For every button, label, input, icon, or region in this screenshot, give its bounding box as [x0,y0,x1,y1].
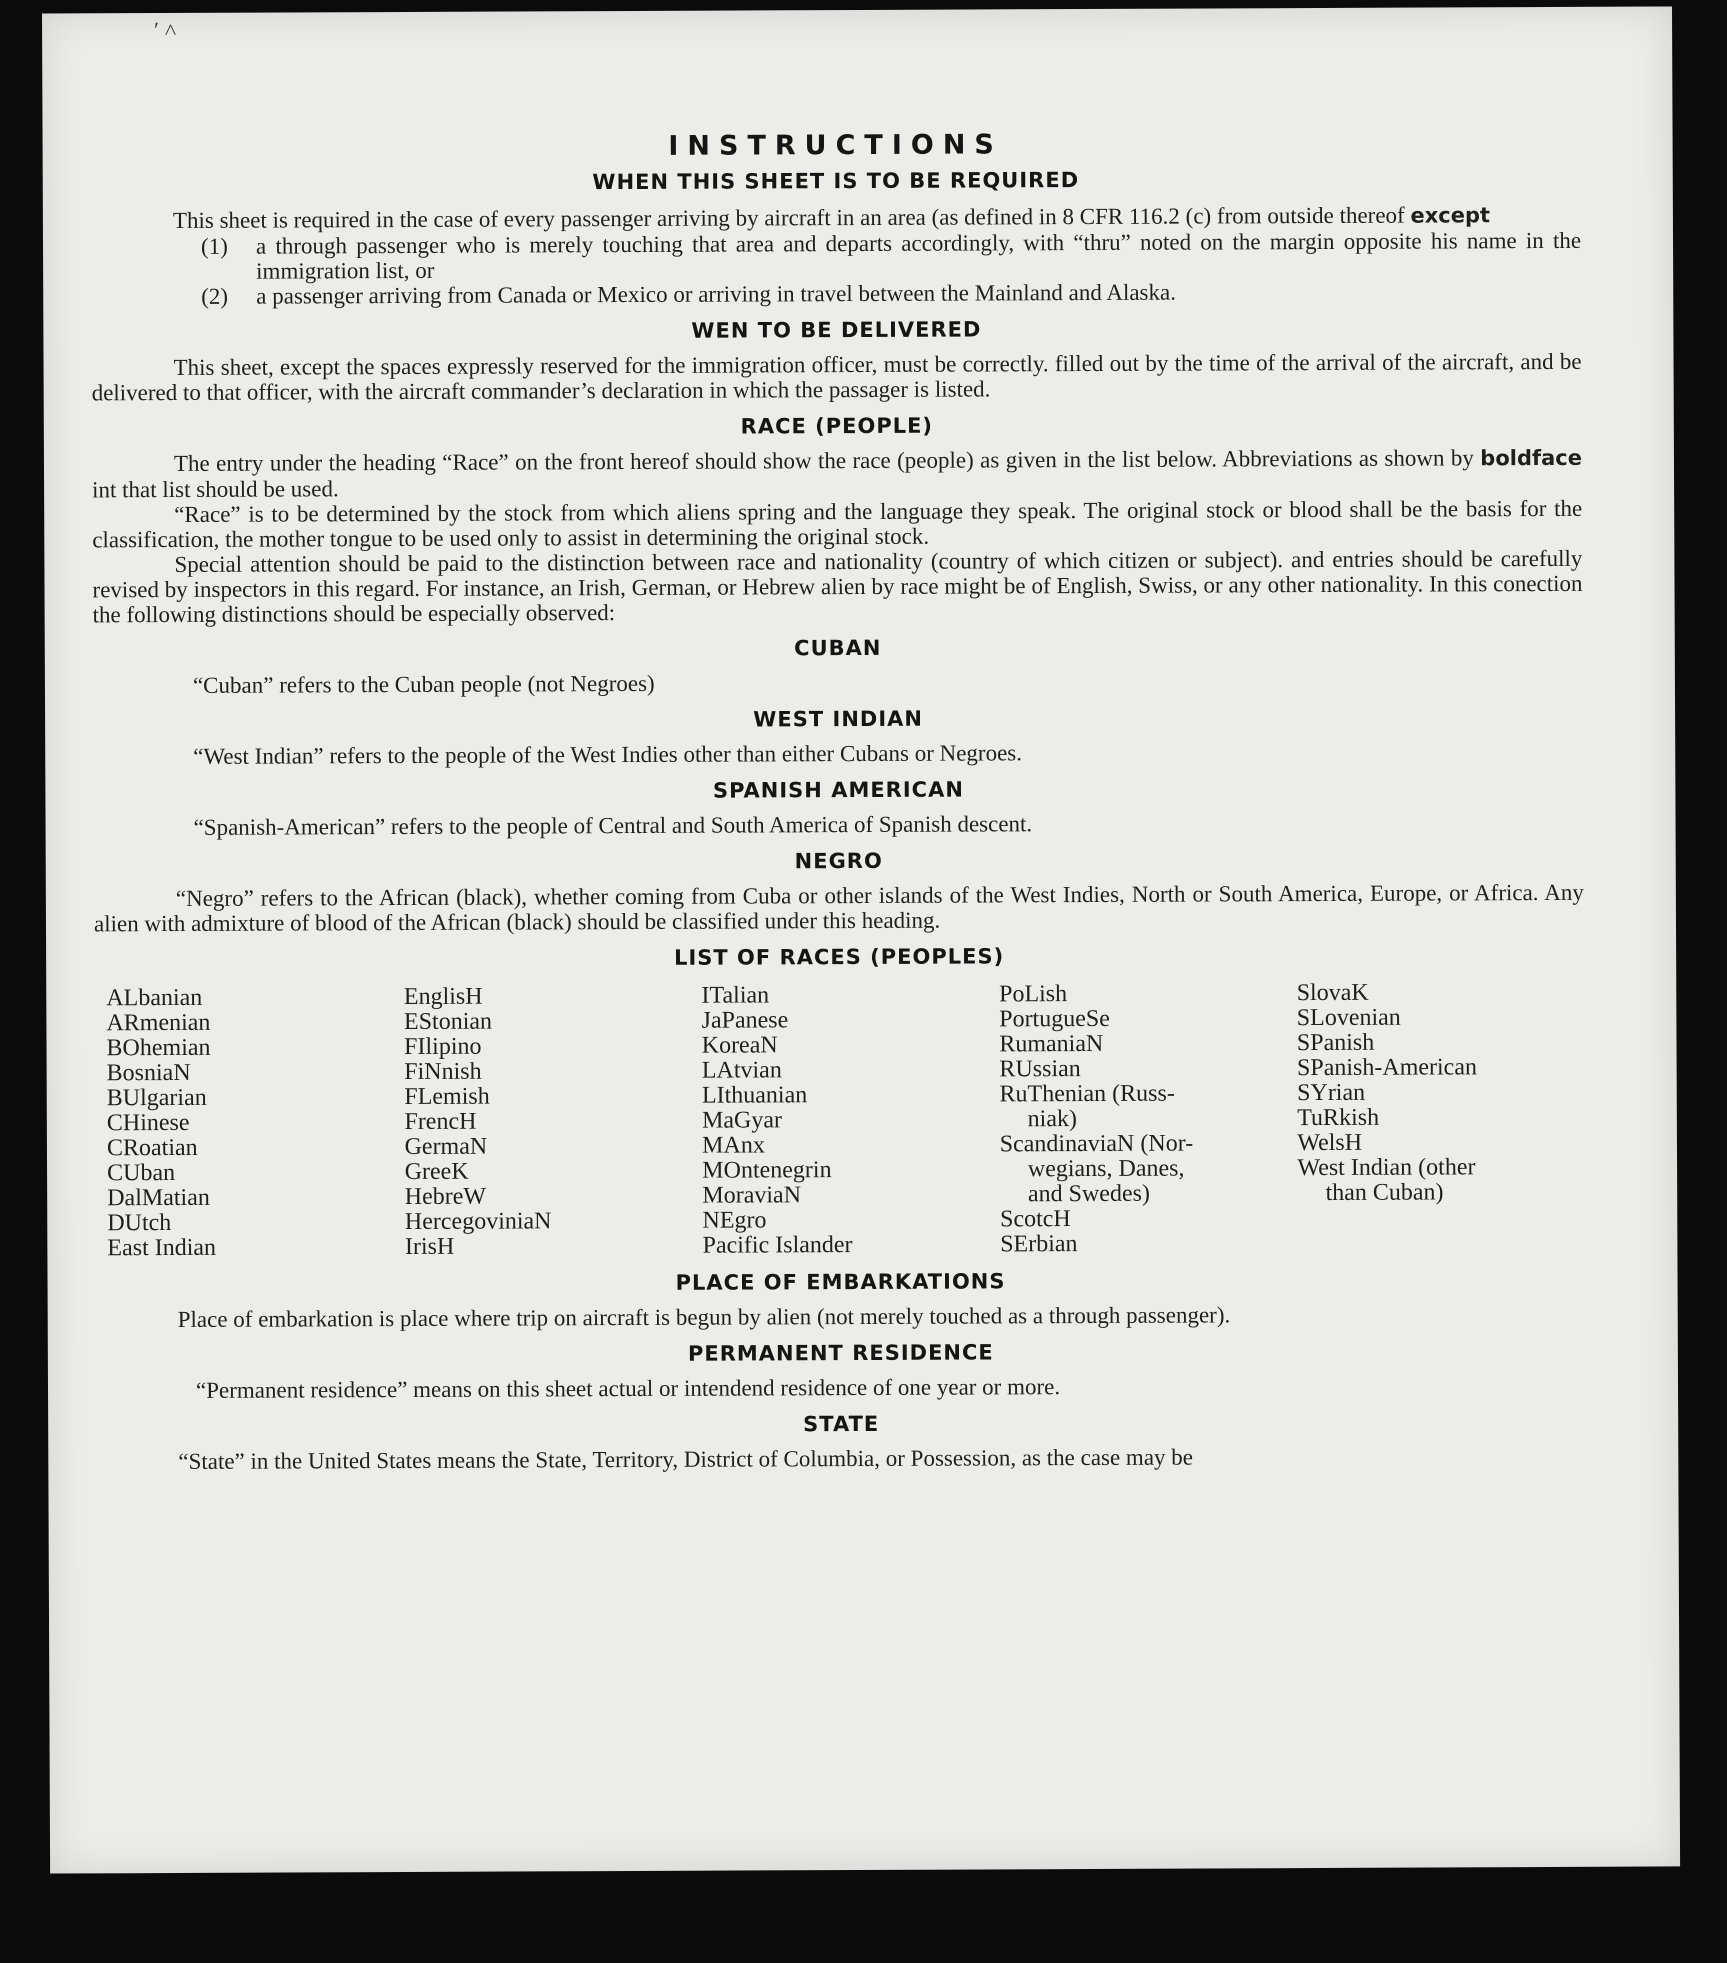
race-name: GreeK [404,1158,469,1185]
exception-number: (1) [200,233,228,259]
race-column [1287,980,1586,1256]
race-column [394,984,693,1260]
race-entry [405,1209,693,1235]
race-name: SErbian [1000,1231,1078,1258]
race-entry [106,985,394,1011]
required-intro: This sheet is required in the case of every passenger arriving by aircraft in an area (as defined in 8 CFR 116.2 (c) from outside thereof [172,202,1405,233]
race-entry [702,1207,990,1233]
race-name: HercegoviniaN [404,1208,552,1235]
race-name: FLemish [404,1083,490,1110]
race-paragraph-1 [92,445,1582,503]
race-entry [999,1006,1287,1032]
cuban-definition: “Cuban” refers to the Cuban people (not Negroes) [192,670,655,698]
race-entry [702,1057,990,1083]
race-name-continued: niak) [1027,1106,1077,1133]
race-name-continued: wegians, Danes, [1027,1155,1185,1183]
race-paragraph-2: “Race” is to be determined by the stock from which aliens spring and the language they speak. The original stock or blood shall be the basis for the classification, the mother tongue to be used only to assist in determining the original stock. [92,495,1583,553]
race-name: FiNnish [404,1058,482,1085]
race-entry [107,1160,395,1186]
race-entry [1297,1105,1585,1131]
race-entry [107,1135,395,1161]
west-indian-definition: “West Indian” refers to the people of the West Indies other than either Cubans or Negroes. [193,740,1023,769]
race-entry [405,1184,693,1210]
race-column [989,981,1288,1257]
race-entry [1000,1231,1288,1257]
race-name-continued: than Cuban) [1325,1179,1444,1206]
race-name: BUlgarian [106,1084,207,1112]
race-name: RuThenian (Russ- [999,1080,1175,1108]
race-entry [404,1059,692,1085]
race-name: JaPanese [701,1007,789,1034]
race-entry [702,1007,990,1033]
race-name: RumaniaN [999,1030,1104,1058]
section-heading-cuban: CUBAN [794,635,882,661]
exception-text: a through passenger who is merely touching that area and departs accordingly, with “thru” noted on the margin opposite his name in the immigration list, or [255,227,1582,284]
section-heading-state: STATE [803,1411,880,1437]
race-name: TuRkish [1297,1104,1380,1132]
race-name: MoraviaN [702,1182,802,1209]
race-name: IrisH [404,1233,455,1260]
race-entry [702,1082,990,1108]
race-name: KoreaN [701,1032,778,1059]
race-name: CRoatian [106,1134,198,1162]
race-name: PortugueSe [999,1005,1110,1033]
race-name: SlovaK [1296,979,1369,1007]
race-entry [1297,1055,1585,1081]
race-entry [702,1182,990,1208]
race-name: HebreW [404,1183,487,1210]
race-name: West Indian (other [1297,1154,1476,1182]
race-entry [106,1010,394,1036]
race-entry [1297,1005,1585,1031]
state-paragraph: “State” in the United States means the State, Territory, District of Columbia, or Possession, as the case may be [178,1444,1194,1474]
race-entry [404,1109,692,1135]
race-name: DalMatian [107,1184,210,1212]
race-name: EnglisH [403,983,483,1010]
corner-smudge: ′ ˄ [154,16,177,43]
race-name: ScandinaviaN (Nor- [999,1130,1194,1158]
race-column [94,985,395,1261]
race-name: MOntenegrin [702,1157,832,1184]
race-entry [106,1035,394,1061]
section-heading-races-list: LIST OF RACES (PEOPLES) [674,944,1005,970]
race-name: EStonian [403,1008,493,1035]
race-name: ITalian [701,982,770,1009]
delivered-paragraph: This sheet, except the spaces expressly reserved for the immigration officer, must be correctly. filled out by the time of the arrival of the aircraft, and be delivered to that officer, with the aircraft commander’s declaration in which the passager is listed. [91,348,1582,406]
race-entry [1297,1155,1585,1206]
section-heading-embarkation: PLACE OF EMBARKATIONS [675,1269,1006,1295]
page-title: INSTRUCTIONS [668,129,1003,162]
race-entry [999,1056,1287,1082]
race-entry [703,1232,991,1258]
section-heading-west-indian: WEST INDIAN [753,706,924,732]
race-name: DUtch [107,1210,172,1237]
race-name: PoLish [999,981,1068,1008]
race-name: SPanish-American [1296,1054,1478,1082]
race-entry [1000,1131,1288,1207]
race-name: ARmenian [106,1009,211,1037]
embarkation-paragraph: Place of embarkation is place where trip on aircraft is begun by alien (not merely touched as a through passenger). [177,1302,1231,1332]
section-heading-required: WHEN THIS SHEET IS TO BE REQUIRED [592,168,1080,195]
race-name: BOhemian [106,1034,211,1062]
race-entry [404,1034,692,1060]
race-entry [1297,1130,1585,1156]
race-name: WelsH [1297,1129,1363,1157]
instructions-content [91,127,1587,1474]
race-name: MAnx [702,1132,765,1159]
race-entry [404,1009,692,1035]
race-name: FIlipino [404,1033,482,1060]
spanish-american-definition: “Spanish-American” refers to the people of Central and South America of Spanish descent. [193,811,1033,840]
exception-item-1 [91,228,1581,285]
race-entry [702,1157,990,1183]
race-name: BosniaN [106,1059,191,1087]
race-entry [1297,1080,1585,1106]
race-entry [404,1084,692,1110]
race-entry [999,981,1287,1007]
race-name: RUssian [999,1056,1081,1083]
race-entry [107,1060,395,1086]
race-entry [107,1235,395,1261]
exception-item-2 [91,278,1581,310]
race-name-continued: and Swedes) [1027,1180,1150,1208]
race-entry [404,984,692,1010]
section-heading-residence: PERMANENT RESIDENCE [687,1340,994,1366]
race-name: FrencH [404,1108,477,1135]
race-entry [1297,1030,1585,1056]
race-entry [999,1031,1287,1057]
race-entry [107,1085,395,1111]
section-heading-spanish-american: SPANISH AMERICAN [712,777,964,803]
race-name: SPanish [1296,1029,1375,1057]
race-entry [107,1185,395,1211]
race-entry [701,982,989,1008]
race-entry [1000,1206,1288,1232]
race-p1-after: int that list should be used. [92,476,339,503]
race-p1-before: The entry under the heading “Race” on the front hereof should show the race (people) as given in the list below. Abbreviations as shown by [173,445,1474,476]
race-entry [107,1210,395,1236]
race-entry [405,1159,693,1185]
section-heading-race: RACE (PEOPLE) [740,413,934,439]
race-paragraph-3: Special attention should be paid to the distinction between race and nationality (country of which citizen or subject). and entries should be carefully revised by inspectors in this regard. For instance, an Irish, German, or Hebrew alien by race might be of English, Swiss, or any other nationality. In this conection the following distinctions should be especially observed: [92,545,1583,628]
race-name: Pacific Islander [702,1232,853,1259]
race-name: GermaN [404,1133,488,1160]
race-entry [1297,980,1585,1006]
race-name: SLovenian [1296,1004,1401,1032]
race-entry [999,1081,1287,1132]
residence-paragraph: “Permanent residence” means on this sheet actual or intendend residence of one year or more. [195,1374,1061,1403]
race-entry [405,1234,693,1260]
race-name: LAtvian [701,1057,782,1084]
race-entry [107,1110,395,1136]
exception-text: a passenger arriving from Canada or Mexico or arriving in travel between the Mainland and Alaska. [256,279,1176,309]
race-entry [702,1132,990,1158]
race-name: ALbanian [106,984,203,1012]
race-name: MaGyar [701,1107,783,1134]
boldface-keyword: boldface [1480,445,1583,471]
race-name: LIthuanian [701,1082,808,1109]
race-name: East Indian [107,1234,217,1262]
race-column [691,982,990,1258]
race-name: ScotcH [1000,1206,1071,1233]
document-sheet [42,6,1680,1873]
negro-definition: “Negro” refers to the African (black), whether coming from Cuba or other islands of the West Indies, North or South America, Europe, or Africa. Any alien with admixture of blood of the African (black) should be classified under this heading. [93,879,1584,937]
race-entry [404,1134,692,1160]
section-heading-delivered: WEN TO BE DELIVERED [691,317,982,343]
races-list [94,980,1585,1261]
race-name: CHinese [106,1109,190,1137]
section-heading-negro: NEGRO [794,848,883,874]
race-entry [702,1107,990,1133]
race-name: SYrian [1297,1079,1366,1107]
race-name: NEgro [702,1207,767,1234]
race-name: CUban [107,1159,176,1187]
race-entry [702,1032,990,1058]
exception-number: (2) [201,283,229,309]
except-keyword: except [1410,203,1491,228]
